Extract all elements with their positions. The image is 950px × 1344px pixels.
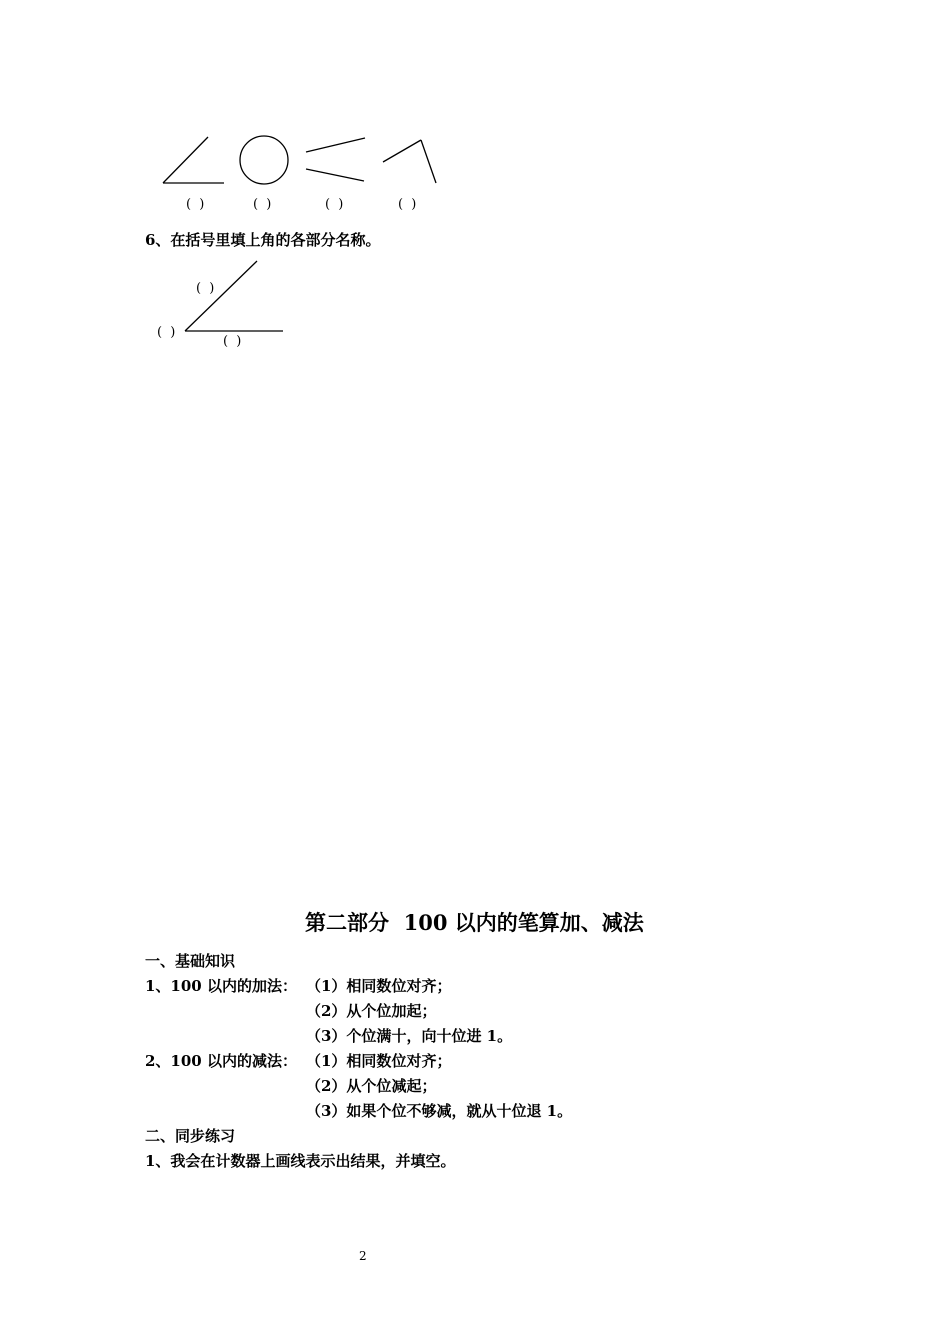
part-2-title: 第二部分 100 以内的笔算加、减法 [305, 910, 644, 935]
shape-answer-blank-1[interactable]: ( ) [186, 197, 207, 212]
angle-side-blank[interactable]: ( ) [196, 281, 217, 296]
shape-answer-blank-2[interactable]: ( ) [253, 197, 274, 212]
angle-side-blank-lower[interactable]: ( ) [223, 334, 244, 349]
section-1-heading: 一、基础知识 [145, 952, 236, 970]
addition-label: 1、100 以内的加法： [145, 977, 297, 995]
subtraction-step-2: （2）从个位减起； [306, 1077, 437, 1095]
circle-shape [240, 136, 288, 184]
shapes-figure [150, 125, 450, 195]
addition-step-2: （2）从个位加起； [306, 1002, 437, 1020]
open-angle-shape [383, 140, 436, 183]
angle-shape-1 [163, 137, 224, 183]
two-lines-shape [306, 138, 365, 181]
angle-upper-side [185, 261, 257, 331]
subtraction-label: 2、100 以内的减法： [145, 1052, 297, 1070]
section-2-heading: 二、同步练习 [145, 1127, 236, 1145]
subtraction-step-3: （3）如果个位不够减，就从十位退 1。 [306, 1102, 573, 1120]
angle-vertex-blank[interactable]: ( ) [157, 325, 178, 340]
addition-step-1: （1）相同数位对齐； [306, 977, 452, 995]
exercise-1-text: 1、我会在计数器上画线表示出结果，并填空。 [145, 1152, 456, 1170]
subtraction-step-1: （1）相同数位对齐； [306, 1052, 452, 1070]
shape-answer-blank-4[interactable]: ( ) [398, 197, 419, 212]
shape-answer-blank-3[interactable]: ( ) [325, 197, 346, 212]
page-number: 2 [359, 1249, 367, 1263]
addition-step-3: （3）个位满十，向十位进 1。 [306, 1027, 513, 1045]
question-6-text: 6、在括号里填上角的各部分名称。 [145, 231, 381, 249]
